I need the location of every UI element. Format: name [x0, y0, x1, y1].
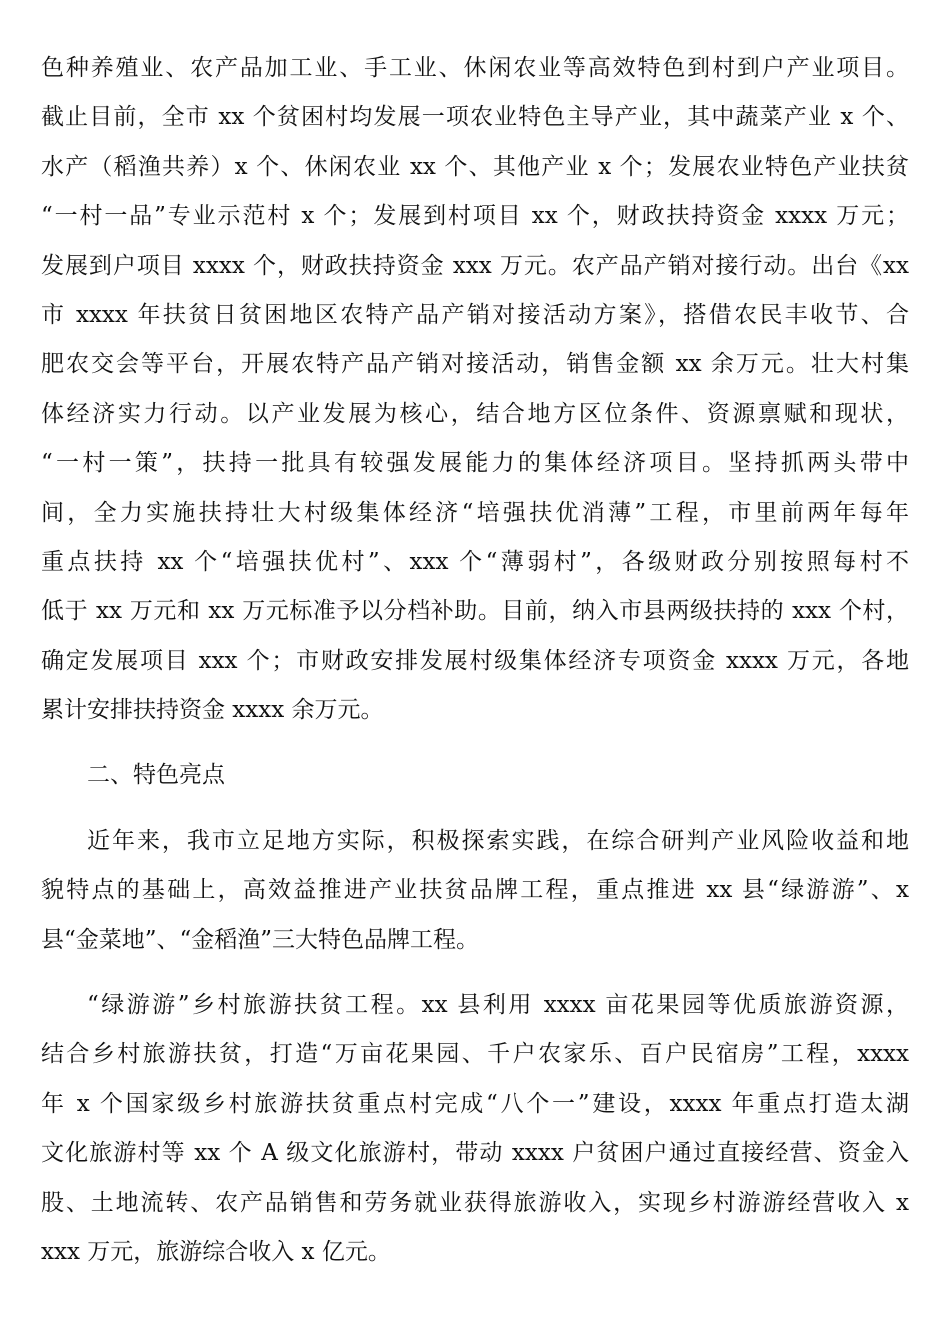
- paragraph-highlights-intro: [41, 823, 909, 971]
- paragraph-industry-projects: [41, 50, 909, 741]
- text-line: 水产（稻渔共养）x 个、休闲农业 xx 个、其他产业 x 个；发展农业特色产业扶贫: [41, 153, 909, 180]
- text-line: 县“金菜地”、“金稻渔”三大特色品牌工程。: [41, 926, 480, 953]
- text-line: 肥农交会等平台，开展农特产品产销对接活动，销售金额 xx 余万元。壮大村集: [41, 351, 909, 378]
- text-line: 低于 xx 万元和 xx 万元标准予以分档补助。目前，纳入市县两级扶持的 xxx 个村，: [41, 598, 909, 625]
- text-line: 重点扶持 xx 个“培强扶优村”、xxx 个“薄弱村”，各级财政分别按照每村不: [41, 548, 909, 575]
- text-line: “一村一策”，扶持一批具有较强发展能力的集体经济项目。坚持抓两头带中: [41, 450, 909, 477]
- text-line: 色种养殖业、农产品加工业、手工业、休闲农业等高效特色到村到户产业项目。: [41, 55, 909, 81]
- paragraph-rural-tourism: [41, 987, 909, 1283]
- text-line: “一村一品”专业示范村 x 个；发展到村项目 xx 个，财政扶持资金 xxxx 万元；: [41, 203, 909, 230]
- text-line: 结合乡村旅游扶贫，打造“万亩花果园、千户农家乐、百户民宿房”工程，xxxx: [41, 1041, 909, 1068]
- text-line: 发展到户项目 xxxx 个，财政扶持资金 xxx 万元。农产品产销对接行动。出台《xx: [41, 252, 909, 279]
- text-line: 确定发展项目 xxx 个；市财政安排发展村级集体经济专项资金 xxxx 万元，各地: [41, 647, 909, 674]
- paragraph-gap: [41, 971, 909, 987]
- text-line: 文化旅游村等 xx 个 A 级文化旅游村，带动 xxxx 户贫困户通过直接经营、资金入: [41, 1140, 909, 1167]
- text-line: 间，全力实施扶持壮大村级集体经济“培强扶优消薄”工程，市里前两年每年: [41, 499, 909, 526]
- text-line: 体经济实力行动。以产业发展为核心，结合地方区位条件、资源禀赋和现状，: [41, 400, 909, 427]
- text-line: 近年来，我市立足地方实际，积极探索实践，在综合研判产业风险收益和地: [87, 827, 909, 854]
- text-line: 累计安排扶持资金 xxxx 余万元。: [41, 697, 384, 724]
- text-line: 股、土地流转、农产品销售和劳务就业获得旅游收入，实现乡村游游经营收入 x: [41, 1189, 909, 1216]
- text-line: 截止目前，全市 xx 个贫困村均发展一项农业特色主导产业，其中蔬菜产业 x 个、: [41, 104, 909, 131]
- text-line: 市 xxxx 年扶贫日贫困地区农特产品产销对接活动方案》，搭借农民丰收节、合: [41, 301, 909, 328]
- text-line: 年 x 个国家级乡村旅游扶贫重点村完成“八个一”建设，xxxx 年重点打造太湖: [41, 1090, 909, 1117]
- text-line: 貌特点的基础上，高效益推进产业扶贫品牌工程，重点推进 xx 县“绿游游”、x: [41, 877, 909, 904]
- text-line: “绿游游”乡村旅游扶贫工程。xx 县利用 xxxx 亩花果园等优质旅游资源，: [87, 992, 909, 1019]
- section-heading: 二、特色亮点: [87, 762, 225, 789]
- paragraph-gap: [41, 807, 909, 823]
- paragraph-gap: [41, 741, 909, 757]
- text-line: xxx 万元，旅游综合收入 x 亿元。: [41, 1238, 391, 1265]
- document-page: [41, 50, 909, 1283]
